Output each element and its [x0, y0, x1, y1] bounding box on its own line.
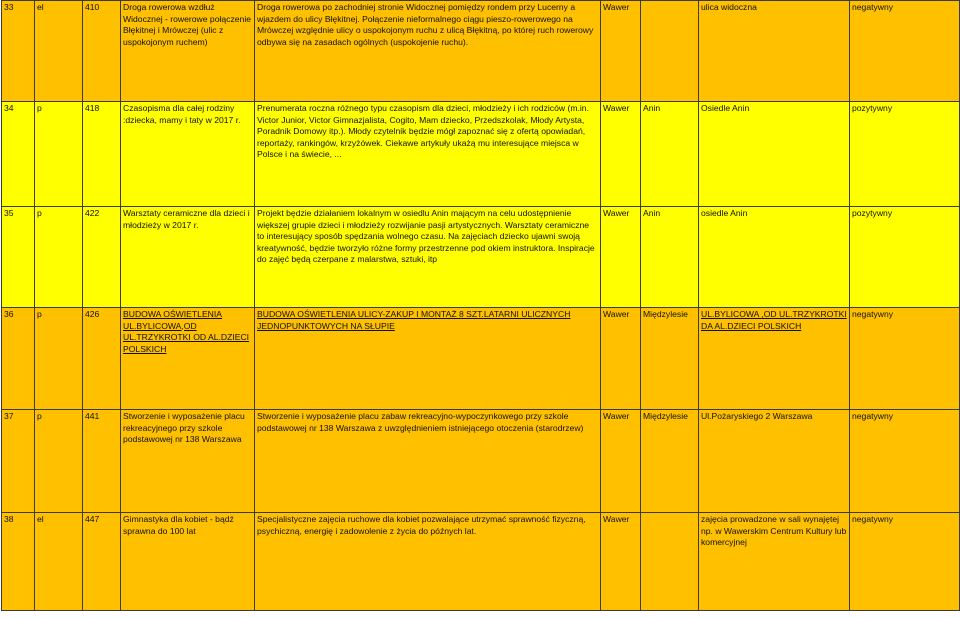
cell-ocena: pozytywny	[850, 207, 960, 308]
cell-opis-text: BUDOWA OŚWIETLENIA ULICY-ZAKUP I MONTAŻ 8 SZT.LATARNI ULICZNYCH JEDNOPUNKTOWYCH NA SŁUPIE	[257, 309, 571, 331]
cell-nazwa: Czasopisma dla całej rodziny :dziecka, mamy i taty w 2017 r.	[121, 102, 255, 207]
table-row	[2, 308, 960, 410]
cell-typ: p	[35, 308, 83, 410]
cell-lokalizacja: ulica widoczna	[699, 1, 850, 102]
cell-id: 426	[83, 308, 121, 410]
cell-lokalizacja-text: UL.BYLICOWA ,OD UL.TRZYKROTKI DA AL.DZIECI POLSKICH	[701, 309, 847, 331]
table-row	[2, 513, 960, 611]
cell-nr: 34	[2, 102, 35, 207]
cell-ocena: negatywny	[850, 308, 960, 410]
cell-obszar	[641, 513, 699, 611]
cell-id: 422	[83, 207, 121, 308]
cell-opis: Droga rowerowa po zachodniej stronie Widocznej pomiędzy rondem przy Lucerny a wjazdem do ulicy Błękitnej. Połączenie nieformalnego ciągu pieszo-rowerowego na Mrówczej względnie ulicy o uspokojonym ruchu z ulicą Błękitną, po której ruch rowerowy odbywa się na zasadach ogólnych (uspokojenie ruchu).	[255, 1, 601, 102]
cell-nazwa: Gimnastyka dla kobiet - bądź sprawna do 100 lat	[121, 513, 255, 611]
cell-opis: Projekt będzie działaniem lokalnym w osiedlu Anin mającym na celu udostępnienie większej grupie dzieci i młodzieży rozwijanie pasji artystycznych. Warsztaty ceramiczne to interesujący sposób spędzania wolnego czasu. Na zajęciach dziecko ujawni swoją kreatywność, będzie tworzyło różne formy przestrzenne pod okiem instruktora. Inspiracje do zajęć będą czerpane z malarstwa, sztuki, itp	[255, 207, 601, 308]
cell-nr: 35	[2, 207, 35, 308]
cell-lokalizacja	[699, 308, 850, 410]
cell-id: 418	[83, 102, 121, 207]
cell-lokalizacja: Osiedle Anin	[699, 102, 850, 207]
cell-obszar: Międzylesie	[641, 410, 699, 513]
cell-nazwa: Droga rowerowa wzdłuż Widocznej - rowerowe połączenie Błękitnej i Mrówczej (ulic z uspokojonym ruchem)	[121, 1, 255, 102]
cell-dzielnica: Wawer	[601, 513, 641, 611]
cell-ocena: negatywny	[850, 513, 960, 611]
cell-nazwa	[121, 308, 255, 410]
table-row	[2, 410, 960, 513]
cell-id: 410	[83, 1, 121, 102]
cell-opis: Prenumerata roczna różnego typu czasopism dla dzieci, młodzieży i ich rodziców (m.in. Victor Junior, Victor Gimnazjalista, Cogito, Mam dziecko, Przedszkolak, Młody Artysta, Poradnik Domowy itp.). Młody czytelnik będzie mógł zapoznać się z ofertą opowiadań, reportaży, rankingów, krzyżówek. Ciekawe artykuły ukażą mu interesujące miejsca w Polsce i na świecie, ...	[255, 102, 601, 207]
cell-nazwa-text: BUDOWA OŚWIETLENIA UL.BYLICOWA,OD UL.TRZYKROTKI OD AL.DZIECI POLSKICH	[123, 309, 250, 354]
cell-opis	[255, 308, 601, 410]
cell-dzielnica: Wawer	[601, 308, 641, 410]
cell-nr: 37	[2, 410, 35, 513]
cell-ocena: negatywny	[850, 1, 960, 102]
cell-opis: Stworzenie i wyposażenie placu zabaw rekreacyjno-wypoczynkowego przy szkole podstawowej nr 138 Warszawa z uwzględnieniem istniejącego otoczenia (starodrzew)	[255, 410, 601, 513]
cell-lokalizacja: osiedle Anin	[699, 207, 850, 308]
cell-obszar: Międzylesie	[641, 308, 699, 410]
cell-ocena: pozytywny	[850, 102, 960, 207]
cell-dzielnica: Wawer	[601, 207, 641, 308]
cell-nr: 36	[2, 308, 35, 410]
cell-typ: el	[35, 1, 83, 102]
cell-obszar	[641, 1, 699, 102]
cell-dzielnica: Wawer	[601, 1, 641, 102]
table-row	[2, 102, 960, 207]
table-row	[2, 207, 960, 308]
cell-obszar: Anin	[641, 207, 699, 308]
cell-dzielnica: Wawer	[601, 102, 641, 207]
cell-id: 447	[83, 513, 121, 611]
cell-ocena: negatywny	[850, 410, 960, 513]
cell-nazwa: Stworzenie i wyposażenie placu rekreacyjnego przy szkole podstawowej nr 138 Warszawa	[121, 410, 255, 513]
table-row	[2, 1, 960, 102]
cell-typ: p	[35, 207, 83, 308]
cell-dzielnica: Wawer	[601, 410, 641, 513]
cell-typ: el	[35, 513, 83, 611]
cell-nr: 33	[2, 1, 35, 102]
cell-typ: p	[35, 410, 83, 513]
cell-nr: 38	[2, 513, 35, 611]
cell-opis: Specjalistyczne zajęcia ruchowe dla kobiet pozwalające utrzymać sprawność fizyczną, psychiczną, energię i zadowolenie z życia do późnych lat.	[255, 513, 601, 611]
project-table	[1, 0, 960, 611]
cell-lokalizacja: zajęcia prowadzone w sali wynajętej np. w Wawerskim Centrum Kultury lub komercyjnej	[699, 513, 850, 611]
cell-typ: p	[35, 102, 83, 207]
cell-obszar: Anin	[641, 102, 699, 207]
cell-lokalizacja: Ul.Pożaryskiego 2 Warszawa	[699, 410, 850, 513]
cell-nazwa: Warsztaty ceramiczne dla dzieci i młodzieży w 2017 r.	[121, 207, 255, 308]
cell-id: 441	[83, 410, 121, 513]
